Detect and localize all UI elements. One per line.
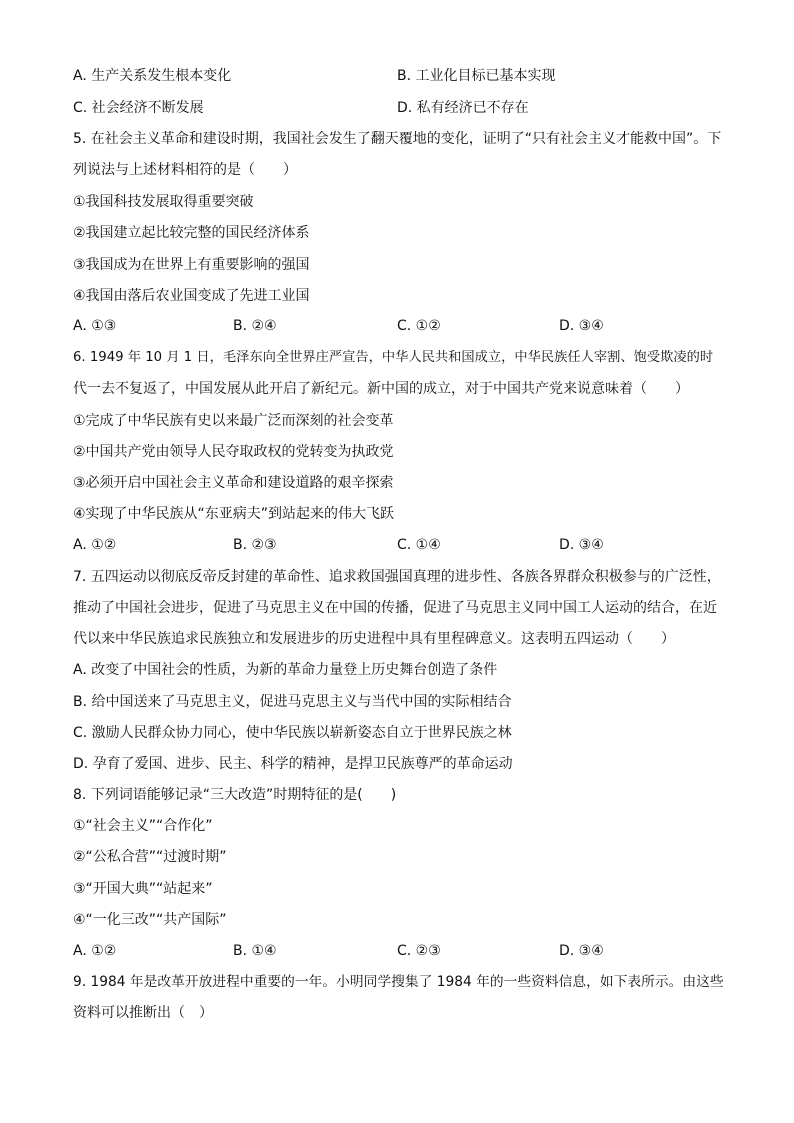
q8-item-1: ①“社会主义”“合作化”: [73, 818, 213, 834]
q6-stem-line1: 6. 1949 年 10 月 1 日，毛泽东向全世界庄严宣告，中华人民共和国成立，中华民族任人宰割、饱受欺凌的时: [73, 350, 714, 365]
q4-option-c: C. 社会经济不断发展: [73, 100, 204, 116]
q5-stem-line1: 5. 在社会主义革命和建设时期，我国社会发生了翻天覆地的变化，证明了“只有社会主义才能救中国”。下: [73, 131, 722, 147]
q4-option-b: B. 工业化目标已基本实现: [397, 68, 556, 84]
q7-stem-line1: 7. 五四运动以彻底反帝反封建的革命性、追求救国强国真理的进步性、各族各界群众积极参与的广泛性，: [73, 569, 721, 585]
q4-option-a: A. 生产关系发生根本变化: [73, 68, 232, 84]
q5-item-3: ③我国成为在世界上有重要影响的强国: [73, 257, 310, 273]
q6-item-3: ③必须开启中国社会主义革命和建设道路的艰辛探索: [73, 475, 394, 491]
q8-stem-line1: 8. 下列词语能够记录“三大改造”时期特征的是( ): [73, 787, 397, 803]
q6-option-d: D. ③④: [559, 537, 604, 553]
q6-option-b: B. ②③: [233, 537, 277, 553]
q7-stem-line3: 代以来中华民族追求民族独立和发展进步的历史进程中具有里程碑意义。这表明五四运动（ ）: [73, 631, 675, 647]
q6-option-c: C. ①④: [397, 537, 441, 553]
q6-option-a: A. ①②: [73, 537, 117, 553]
q8-option-a: A. ①②: [73, 943, 117, 959]
q8-item-2: ②“公私合营”“过渡时期”: [73, 849, 227, 865]
q5-option-c: C. ①②: [397, 318, 441, 334]
q9-stem-line1: 9. 1984 年是改革开放进程中重要的一年。小明同学搜集了 1984 年的一些资料信息，如下表所示。由这些: [73, 974, 724, 990]
q5-stem-line2: 列说法与上述材料相符的是（ ）: [73, 162, 297, 178]
q6-item-2: ②中国共产党由领导人民夺取政权的党转变为执政党: [73, 444, 394, 460]
q7-option-a: A. 改变了中国社会的性质，为新的革命力量登上历史舞台创造了条件: [73, 662, 498, 678]
q6-stem-line2: 代一去不复返了，中国发展从此开启了新纪元。新中国的成立，对于中国共产党来说意味着（ ）: [73, 381, 689, 397]
q7-option-d: D. 孕育了爱国、进步、民主、科学的精神，是捍卫民族尊严的革命运动: [73, 756, 513, 772]
q5-option-a: A. ①③: [73, 318, 117, 334]
q8-item-4: ④“一化三改”“共产国际”: [73, 912, 227, 928]
q7-option-b: B. 给中国送来了马克思主义，促进马克思主义与当代中国的实际相结合: [73, 694, 512, 710]
q6-item-1: ①完成了中华民族有史以来最广泛而深刻的社会变革: [73, 413, 394, 429]
q5-option-d: D. ③④: [559, 318, 604, 334]
q7-stem-line2: 推动了中国社会进步，促进了马克思主义在中国的传播，促进了马克思主义同中国工人运动的结合，在近: [73, 600, 717, 616]
q4-option-d: D. 私有经济已不存在: [397, 100, 529, 116]
q8-option-c: C. ②③: [397, 943, 441, 959]
q7-option-c: C. 激励人民群众协力同心，使中华民族以崭新姿态自立于世界民族之林: [73, 725, 512, 741]
q8-option-d: D. ③④: [559, 943, 604, 959]
q8-option-b: B. ①④: [233, 943, 277, 959]
q9-stem-line2: 资料可以推断出（ ）: [73, 1005, 213, 1021]
q6-item-4: ④实现了中华民族从“东亚病夫”到站起来的伟大飞跃: [73, 506, 395, 522]
q8-item-3: ③“开国大典”“站起来”: [73, 881, 213, 897]
q5-item-1: ①我国科技发展取得重要突破: [73, 194, 254, 210]
q5-item-4: ④我国由落后农业国变成了先进工业国: [73, 288, 310, 304]
q5-item-2: ②我国建立起比较完整的国民经济体系: [73, 225, 310, 241]
q5-option-b: B. ②④: [233, 318, 277, 334]
